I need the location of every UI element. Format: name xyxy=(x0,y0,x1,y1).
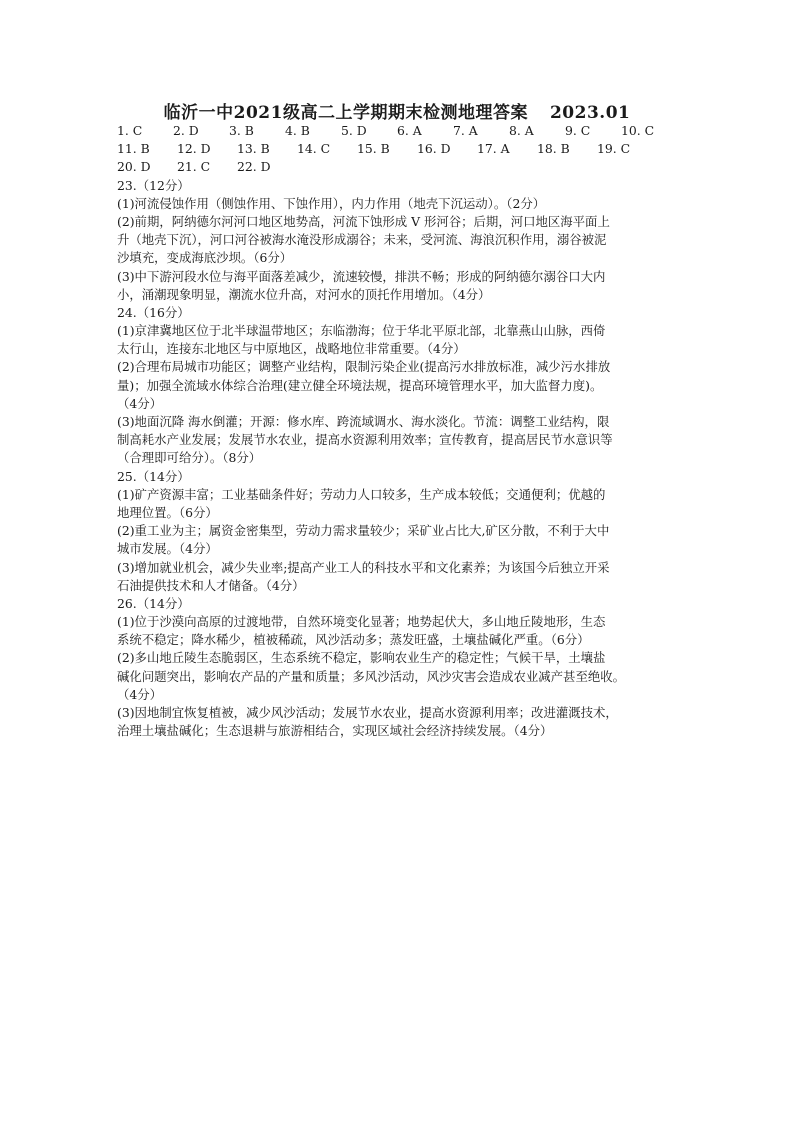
answer-line: 石油提供技术和人才储备。（4分） xyxy=(117,577,305,593)
mc-answer: 22. D xyxy=(237,159,271,175)
mc-answer: 4. B xyxy=(285,123,310,138)
mc-answer: 15. B xyxy=(357,141,390,157)
mc-answer: 2. D xyxy=(173,123,199,138)
answer-line: 地理位置。（6分） xyxy=(117,504,218,520)
title-text: 临沂一中2021级高二上学期期末检测地理答案 xyxy=(163,103,528,123)
mc-answer: 12. D xyxy=(177,141,211,157)
mc-answer: 19. C xyxy=(597,141,631,157)
section-heading: 24.（16分） xyxy=(117,304,190,320)
answer-line: (3)因地制宜恢复植被，减少风沙活动；发展节水农业，提高水资源利用率；改进灌溉技术， xyxy=(117,705,618,720)
title-date: 2023.01 xyxy=(549,103,631,123)
answer-line: (1)矿产资源丰富；工业基础条件好；劳动力人口较多，生产成本较低；交通便利；优越的 xyxy=(117,486,606,502)
mc-answer: 16. D xyxy=(417,141,451,157)
answer-line: 沙填充，变成海底沙坝。（6分） xyxy=(117,250,293,266)
mc-answer: 18. B xyxy=(537,141,570,157)
answer-line: (1)京津冀地区位于北半球温带地区；东临渤海；位于华北平原北部，北靠燕山山脉，西倚 xyxy=(117,323,606,339)
mc-answer: 20. D xyxy=(117,159,151,175)
answer-line: 升（地壳下沉），河口河谷被海水淹没形成溺谷；未来，受河流、海浪沉积作用，溺谷被泥 xyxy=(117,232,607,248)
answer-line: 城市发展。（4分） xyxy=(117,541,218,557)
answer-line: (1)位于沙漠向高原的过渡地带，自然环境变化显著；地势起伏大，多山地丘陵地形，生态 xyxy=(117,614,606,630)
mc-answers-row xyxy=(117,158,677,176)
answer-line: (3)地面沉降 海水倒灌；开源：修水库、跨流域调水、海水淡化。节流：调整工业结构，限 xyxy=(117,414,610,429)
answer-line: (3)中下游河段水位与海平面落差减少，流速较慢，排洪不畅；形成的阿纳德尔溺谷口大内 xyxy=(117,268,606,284)
mc-answers-row xyxy=(117,140,677,158)
answer-line: 治理土壤盐碱化；生态退耕与旅游相结合，实现区域社会经济持续发展。（4分） xyxy=(117,723,553,739)
section-heading: 25.（14分） xyxy=(117,468,190,484)
mc-answer: 10. C xyxy=(621,123,655,138)
section-heading: 26.（14分） xyxy=(117,595,190,611)
answer-line: 小，涌潮现象明显，潮流水位升高，对河水的顶托作用增加。（4分） xyxy=(117,286,491,302)
document-title xyxy=(0,98,794,123)
mc-answer: 1. C xyxy=(117,123,143,138)
mc-answer: 11. B xyxy=(117,141,150,157)
answer-line: （合理即可给分）。（8分） xyxy=(117,450,262,466)
answer-line: 太行山，连接东北地区与中原地区，战略地位非常重要。（4分） xyxy=(117,341,466,357)
mc-answer: 21. C xyxy=(177,159,211,175)
answer-line: 碱化问题突出，影响农产品的产量和质量；多风沙活动，风沙灾害会造成农业减产甚至绝收。 xyxy=(117,668,626,684)
answer-line: （4分） xyxy=(117,395,163,411)
mc-answer: 3. B xyxy=(229,123,254,138)
mc-answer: 14. C xyxy=(297,141,331,157)
mc-answer: 17. A xyxy=(477,141,510,157)
section-heading: 23.（12分） xyxy=(117,177,190,193)
mc-answers-row xyxy=(117,122,677,140)
mc-answer: 9. C xyxy=(565,123,591,138)
answer-line: (2)合理布局城市功能区；调整产业结构，限制污染企业(提高污水排放标准，减少污水排放 xyxy=(117,359,611,375)
answer-line: （4分） xyxy=(117,686,163,702)
answer-line: (2)重工业为主；属资金密集型，劳动力需求量较少；采矿业占比大,矿区分散，不利于大中 xyxy=(117,523,610,539)
answer-line: (3)增加就业机会，减少失业率;提高产业工人的科技水平和文化素养；为该国今后独立开采 xyxy=(117,559,610,575)
answer-line: 制高耗水产业发展；发展节水农业，提高水资源利用效率；宣传教育，提高居民节水意识等 xyxy=(117,432,613,448)
mc-answer: 6. A xyxy=(397,123,422,138)
mc-answer: 7. A xyxy=(453,123,478,138)
answer-line: (1)河流侵蚀作用（侧蚀作用、下蚀作用），内力作用（地壳下沉运动）。（2分） xyxy=(117,195,546,211)
mc-answer: 8. A xyxy=(509,123,534,138)
answer-line: 量)；加强全流域水体综合治理(建立健全环境法规，提高环境管理水平，加大监督力度)。 xyxy=(117,377,603,393)
answer-line: 系统不稳定；降水稀少，植被稀疏，风沙活动多；蒸发旺盛，土壤盐碱化严重。（6分） xyxy=(117,632,590,648)
mc-answer: 13. B xyxy=(237,141,270,157)
answer-content xyxy=(117,122,677,740)
mc-answer: 5. D xyxy=(341,123,367,138)
answer-line: (2)多山地丘陵生态脆弱区，生态系统不稳定，影响农业生产的稳定性；气候干旱，土壤盐 xyxy=(117,650,606,666)
answer-line: (2)前期，阿纳德尔河河口地区地势高，河流下蚀形成 V 形河谷；后期，河口地区海平面上 xyxy=(117,213,610,229)
